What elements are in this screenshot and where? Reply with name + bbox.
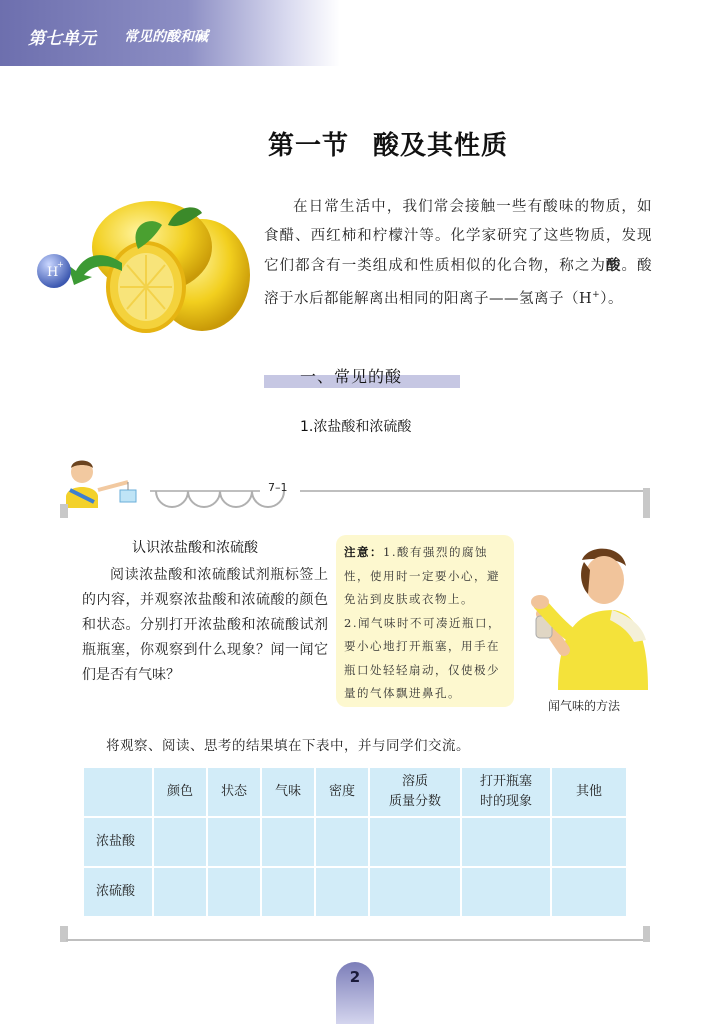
table-instruction: 将观察、阅读、思考的结果填在下表中，并与同学们交流。 — [106, 738, 470, 754]
header-cell-density: 密度 — [316, 768, 368, 816]
table-cell[interactable] — [262, 868, 314, 916]
header-cell-other: 其他 — [552, 768, 626, 816]
table-cell[interactable] — [370, 868, 460, 916]
table-cell[interactable] — [154, 818, 206, 866]
activity-body — [82, 563, 328, 688]
table-cell[interactable] — [262, 818, 314, 866]
page-number-tab — [336, 962, 374, 1024]
header-cell-state: 状态 — [208, 768, 260, 816]
observation-table — [82, 766, 628, 918]
section-title — [268, 125, 508, 162]
ion-charge: + — [57, 260, 64, 269]
table-cell[interactable] — [370, 818, 460, 866]
table-cell[interactable] — [316, 868, 368, 916]
table-row — [84, 818, 626, 866]
section-number: 第一节 — [268, 131, 350, 161]
activity-text: 阅读浓盐酸和浓硫酸试剂瓶标签上的内容，并观察浓盐酸和浓硫酸的颜色和状态。分别打开浓盐酸和浓硫酸试剂瓶瓶塞，你观察到什么现象？闻一闻它们是否有气味？ — [82, 567, 328, 683]
table-cell[interactable] — [208, 868, 260, 916]
intro-text-3: ）。 — [600, 290, 623, 307]
note-label: 注意： — [344, 545, 383, 559]
note-item-2: 2.闻气味时不可凑近瓶口，要小心地打开瓶塞，用手在瓶口处轻轻扇动，仅使极少量的气体飘进鼻孔。 — [344, 615, 501, 700]
intro-paragraph — [264, 193, 652, 314]
table-cell[interactable] — [208, 818, 260, 866]
header-cell-odor: 气味 — [262, 768, 314, 816]
activity-title: 认识浓盐酸和浓硫酸 — [132, 540, 258, 556]
table-cell[interactable] — [316, 818, 368, 866]
header-cell-color: 颜色 — [154, 768, 206, 816]
activity-number: 7–1 — [268, 481, 288, 494]
intro-text-2: 。酸溶于水后都能解离出相同的阳离子——氢离子（H — [264, 258, 653, 307]
note-item-1: 1.酸有强烈的腐蚀性，使用时一定要小心，避免沾到皮肤或衣物上。 — [344, 545, 500, 606]
intro-text-1: 在日常生活中，我们常会接触一些有酸味的物质，如食醋、西红柿和柠檬汁等。化学家研究了这些物质，发现它们都含有一类组成和性质相似的化合物，称之为 — [264, 199, 652, 274]
table-cell[interactable] — [462, 868, 550, 916]
table-row — [84, 868, 626, 916]
header-cell-mass-fraction: 溶质 质量分数 — [370, 768, 460, 816]
ion-superscript: + — [592, 290, 601, 300]
table-header-row — [84, 768, 626, 816]
row-label: 浓盐酸 — [84, 818, 152, 866]
page-number: 2 — [349, 968, 361, 986]
smelling-method-illustration — [518, 540, 650, 695]
lemon-illustration — [30, 185, 262, 335]
section-name: 酸及其性质 — [373, 131, 509, 161]
chapter-title: 常见的酸和碱 — [124, 29, 208, 45]
header-cell-opening: 打开瓶塞 时的现象 — [462, 768, 550, 816]
sub-subheading: 1.浓盐酸和浓硫酸 — [300, 419, 412, 435]
activity-frame-top — [60, 478, 660, 518]
subheading: 一、常见的酸 — [300, 367, 403, 386]
table-cell[interactable] — [552, 818, 626, 866]
table-cell[interactable] — [552, 868, 626, 916]
ion-label: H — [47, 265, 59, 280]
header-cell-empty — [84, 768, 152, 816]
table-cell[interactable] — [154, 868, 206, 916]
safety-note — [336, 535, 514, 707]
unit-label: 第七单元 — [28, 29, 96, 49]
table-cell[interactable] — [462, 818, 550, 866]
row-label: 浓硫酸 — [84, 868, 152, 916]
activity-frame-bottom — [60, 926, 660, 946]
acid-term: 酸 — [605, 257, 622, 274]
figure-caption: 闻气味的方法 — [548, 699, 621, 713]
